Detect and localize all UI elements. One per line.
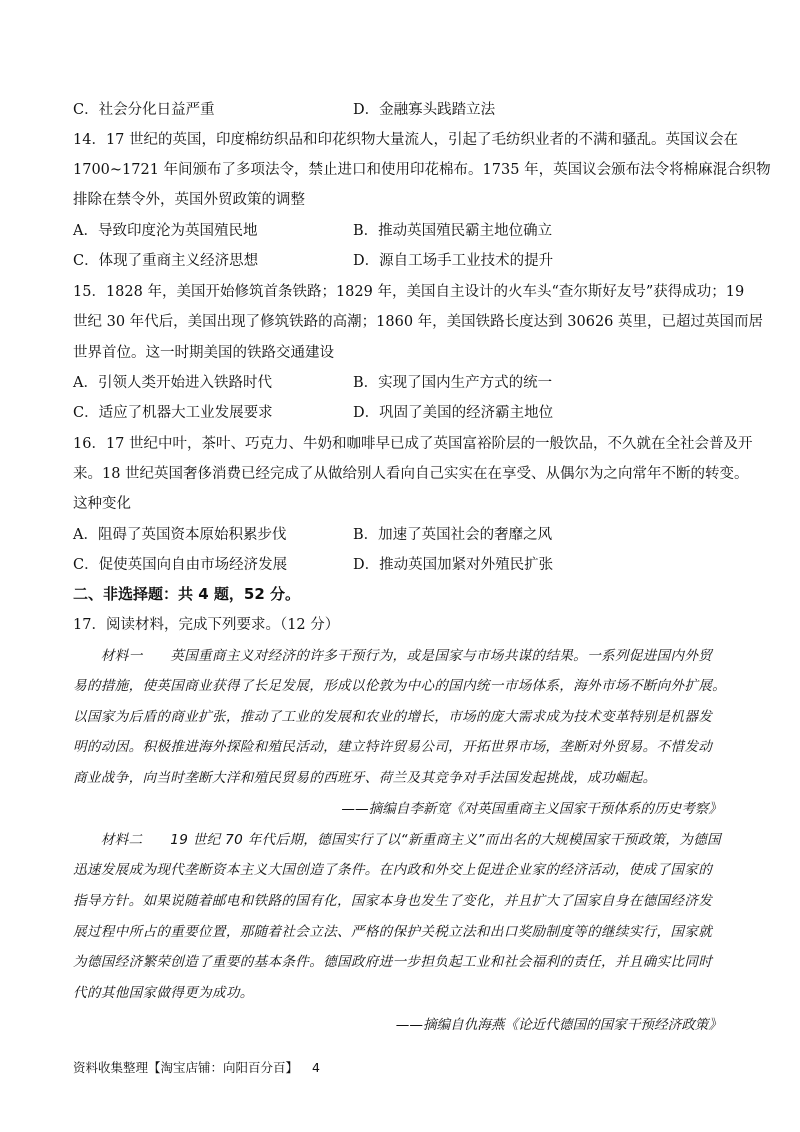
q16-option-c: C．促使英国向自由市场经济发展 [73, 557, 288, 573]
material2-line-5: 为德国经济繁荣创造了重要的基本条件。德国政府进一步担负起工业和社会福利的责任，并且确实比同时 [73, 954, 713, 970]
q16-stem-line-2: 来。18 世纪英国奢侈消费已经完成了从做给别人看向自己实实在在享受、从偶尔为之向常年不断的转变。 [73, 466, 749, 482]
q15-option-a: A．引领人类开始进入铁路时代 [73, 375, 272, 391]
q13-option-c: C．社会分化日益严重 [73, 102, 215, 118]
material2-line-1: 材料二 19 世纪 70 年代后期，德国实行了以“新重商主义”而出名的大规模国家干预政策，为德国 [73, 832, 721, 848]
material2-line-3: 指导方针。如果说随着邮电和铁路的国有化，国家本身也发生了变化，并且扩大了国家自身在德国经济发 [73, 893, 713, 909]
q16-option-d: D．推动英国加紧对外殖民扩张 [353, 557, 554, 573]
q14-stem-line-2: 1700~1721 年间颁布了多项法令，禁止进口和使用印花棉布。1735 年，英国议会颁布法令将棉麻混合织物 [73, 162, 771, 178]
q14-stem-line-1: 14．17 世纪的英国，印度棉纺织品和印花织物大量流人，引起了毛纺织业者的不满和骚乱。英国议会在 [73, 132, 739, 148]
material1-line-4: 明的动因。积极推进海外探险和殖民活动，建立特许贸易公司，开拓世界市场，垄断对外贸易。不惜发动 [73, 739, 713, 755]
material1-line-2: 易的措施，使英国商业获得了长足发展，形成以伦敦为中心的国内统一市场体系，海外市场不断向外扩展。 [73, 678, 727, 694]
q14-option-c: C．体现了重商主义经济思想 [73, 253, 259, 269]
q13-option-d: D．金融寡头践踏立法 [353, 102, 496, 118]
footer-text: 资料收集整理【淘宝店铺：向阳百分百】 [73, 1060, 299, 1075]
q15-stem-line-2: 世纪 30 年代后，美国出现了修筑铁路的高潮；1860 年，美国铁路长度达到 30626 英里，已超过英国而居 [73, 314, 764, 330]
material1-line-1: 材料一 英国重商主义对经济的许多干预行为，或是国家与市场共谋的结果。一系列促进国内外贸 [73, 648, 713, 664]
q17-stem: 17．阅读材料，完成下列要求。（12 分） [73, 617, 340, 633]
q16-stem-line-3: 这种变化 [73, 496, 131, 512]
q15-option-c: C．适应了机器大工业发展要求 [73, 405, 273, 421]
material2-line-6: 代的其他国家做得更为成功。 [73, 985, 254, 1001]
q14-stem-line-3: 排除在禁令外，英国外贸政策的调整 [73, 192, 305, 208]
q16-option-b: B．加速了英国社会的奢靡之风 [353, 527, 553, 543]
q15-option-d: D．巩固了美国的经济霸主地位 [353, 405, 554, 421]
material2-source: ——摘编自仇海燕《论近代德国的国家干预经济政策》 [395, 1017, 722, 1033]
page-number: 4 [312, 1060, 320, 1075]
q15-stem-line-3: 世界首位。这一时期美国的铁路交通建设 [73, 345, 334, 361]
q15-stem-line-1: 15．1828 年，美国开始修筑首条铁路；1829 年，美国自主设计的火车头“查尔斯好友号”获得成功；19 [73, 284, 745, 300]
q14-option-d: D．源自工场手工业技术的提升 [353, 253, 554, 269]
material1-line-3: 以国家为后盾的商业扩张，推动了工业的发展和农业的增长，市场的庞大需求成为技术变革特别是机器发 [73, 709, 713, 725]
material2-line-2: 迅速发展成为现代垄断资本主义大国创造了条件。在内政和外交上促进企业家的经济活动，使成了国家的 [73, 862, 713, 878]
material1-line-5: 商业战争，向当时垄断大洋和殖民贸易的西班牙、荷兰及其竞争对手法国发起挑战，成功崛起。 [73, 770, 657, 786]
q16-option-a: A．阻碍了英国资本原始积累步伐 [73, 527, 287, 543]
section-heading: 二、非选择题：共 4 题，52 分。 [73, 585, 300, 603]
material2-line-4: 展过程中所占的重要位置，那随着社会立法、严格的保护关税立法和出口奖励制度等的继续实行，国家就 [73, 924, 713, 940]
material1-source: ——摘编自李新宽《对英国重商主义国家干预体系的历史考察》 [341, 801, 722, 817]
q14-option-b: B．推动英国殖民霸主地位确立 [353, 223, 553, 239]
page-footer [73, 1058, 320, 1076]
q14-option-a: A．导致印度沦为英国殖民地 [73, 223, 258, 239]
q15-option-b: B．实现了国内生产方式的统一 [353, 375, 553, 391]
q16-stem-line-1: 16．17 世纪中叶，茶叶、巧克力、牛奶和咖啡早已成了英国富裕阶层的一般饮品，不久就在全社会普及开 [73, 436, 753, 452]
